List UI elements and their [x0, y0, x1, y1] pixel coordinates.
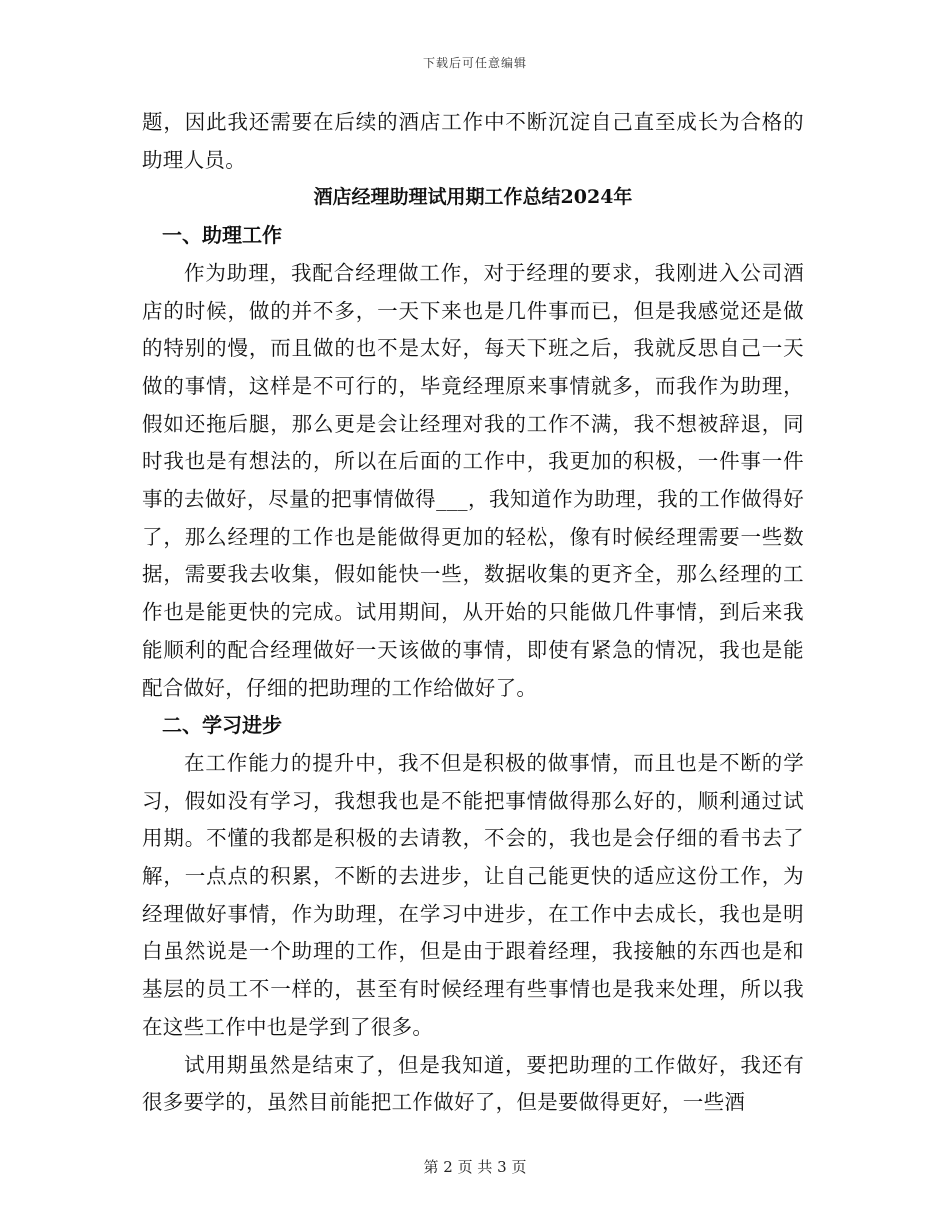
section-paragraph-learning-progress: 在工作能力的提升中，我不但是积极的做事情，而且也是不断的学习，假如没有学习，我想我也是不能把事情做得那么好的，顺利通过试用期。不懂的我都是积极的去请教，不会的，我也是会仔细的看书去了解，一点点的积累，不断的去进步，让自己能更快的适应这份工作，为经理做好事情，作为助理，在学习中进步，在工作中去成长，我也是明白虽然说是一个助理的工作，但是由于跟着经理，我接触的东西也是和基层的员工不一样的，甚至有时候经理有些事情也是我来处理，所以我在这些工作中也是学到了很多。 [142, 750, 804, 1039]
document-body [142, 104, 804, 1122]
continuation-paragraph: 题，因此我还需要在后续的酒店工作中不断沉淀自己直至成长为合格的助理人员。 [142, 110, 804, 172]
section-paragraph-assistant-work: 作为助理，我配合经理做工作，对于经理的要求，我刚进入公司酒店的时候，做的并不多，一天下来也是几件事而已，但是我感觉还是做的特别的慢，而且做的也不是太好，每天下班之后，我就反思自己一天做的事情，这样是不可行的，毕竟经理原来事情就多，而我作为助理，假如还拖后腿，那么更是会让经理对我的工作不满，我不想被辞退，同时我也是有想法的，所以在后面的工作中，我更加的积极，一件事一件事的去做好，尽量的把事情做得___，我知道作为助理，我的工作做得好了，那么经理的工作也是能做得更加的轻松，像有时候经理需要一些数据，需要我去收集，假如能快一些，数据收集的更齐全，那么经理的工作也是能更快的完成。试用期间，从开始的只能做几件事情，到后来我能顺利的配合经理做好一天该做的事情，即使有紧急的情况，我也是能配合做好，仔细的把助理的工作给做好了。 [142, 260, 804, 700]
closing-paragraph: 试用期虽然是结束了，但是我知道，要把助理的工作做好，我还有很多要学的，虽然目前能把工作做好了，但是要做得更好，一些酒 [142, 1052, 804, 1115]
page-number: 第 2 页 共 3 页 [423, 1158, 527, 1176]
section-heading-learning-progress: 二、学习进步 [162, 713, 282, 738]
document-title: 酒店经理助理试用期工作总结2024年 [313, 186, 633, 209]
section-heading-assistant-work: 一、助理工作 [162, 223, 282, 248]
header-note: 下载后可任意编辑 [422, 56, 527, 70]
